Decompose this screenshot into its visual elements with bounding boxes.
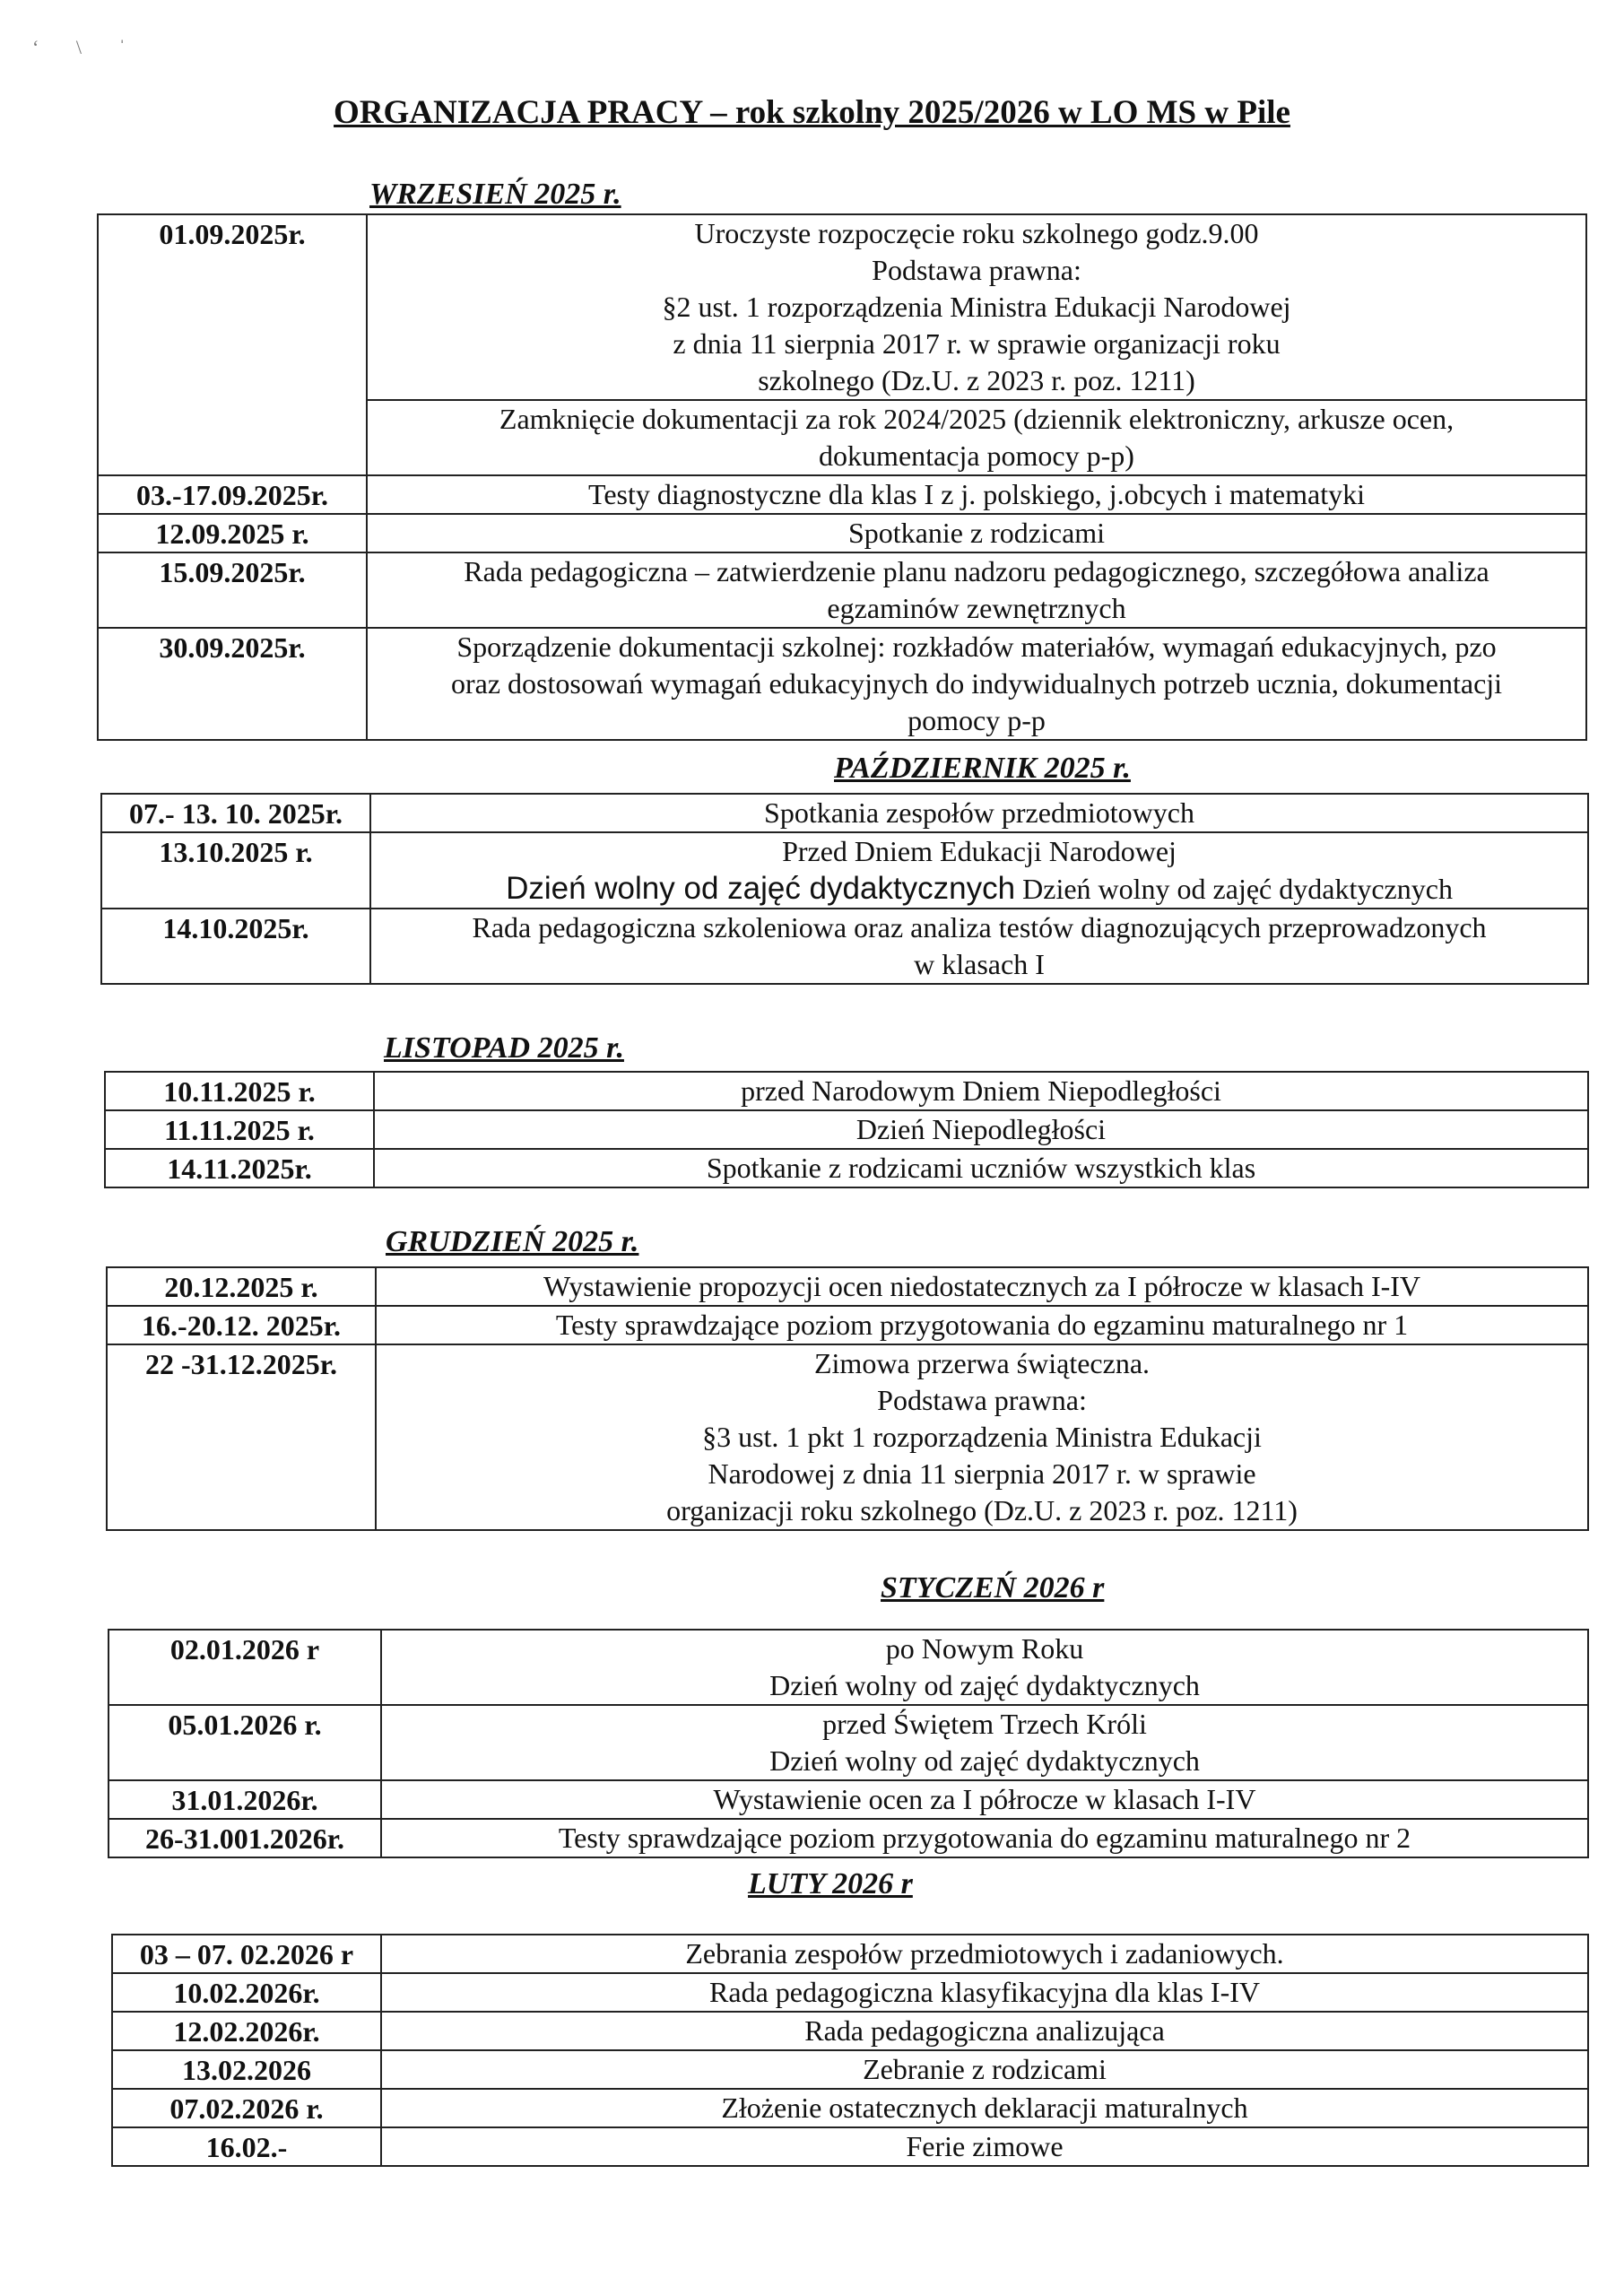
table-row bbox=[105, 1072, 1588, 1110]
event-cell: po Nowym Roku Dzień wolny od zajęć dydaktycznych bbox=[381, 1630, 1588, 1705]
date-cell: 12.02.2026r. bbox=[112, 2012, 381, 2050]
date-cell: 14.10.2025r. bbox=[101, 909, 370, 984]
month-heading-luty: LUTY 2026 r bbox=[748, 1867, 913, 1900]
event-cell: Zimowa przerwa świąteczna. Podstawa prawna: §3 ust. 1 pkt 1 rozporządzenia Ministra Edukacji Narodowej z dnia 11 sierpnia 2017 r. w sprawie organizacji roku szkolnego (Dz.U. z 2023 r. poz. 1211) bbox=[376, 1344, 1588, 1530]
date-cell: 14.11.2025r. bbox=[105, 1149, 374, 1187]
event-cell: Spotkanie z rodzicami uczniów wszystkich klas bbox=[374, 1149, 1588, 1187]
event-cell: Testy diagnostyczne dla klas I z j. polskiego, j.obcych i matematyki bbox=[367, 475, 1586, 514]
date-cell: 07.02.2026 r. bbox=[112, 2089, 381, 2127]
date-cell: 01.09.2025r. bbox=[98, 214, 367, 475]
schedule-table-grudzien bbox=[106, 1266, 1589, 1531]
date-cell: 03.-17.09.2025r. bbox=[98, 475, 367, 514]
date-cell: 16.02.- bbox=[112, 2127, 381, 2166]
event-cell: Przed Dniem Edukacji Narodowej Dzień wolny od zajęć dydaktycznych Dzień wolny od zajęć dydaktycznych bbox=[370, 832, 1588, 909]
date-cell: 10.11.2025 r. bbox=[105, 1072, 374, 1110]
table-row bbox=[107, 1306, 1588, 1344]
event-cell: Dzień Niepodległości bbox=[374, 1110, 1588, 1149]
date-cell: 22 -31.12.2025r. bbox=[107, 1344, 376, 1530]
schedule-table-styczen bbox=[108, 1629, 1589, 1858]
month-heading-wrzesien: WRZESIEŃ 2025 r. bbox=[369, 178, 621, 211]
event-cell: Testy sprawdzające poziom przygotowania do egzaminu maturalnego nr 1 bbox=[376, 1306, 1588, 1344]
table-row bbox=[105, 1110, 1588, 1149]
event-cell: Złożenie ostatecznych deklaracji maturalnych bbox=[381, 2089, 1588, 2127]
table-row bbox=[109, 1705, 1588, 1780]
table-row bbox=[98, 475, 1586, 514]
event-cell: Testy sprawdzające poziom przygotowania do egzaminu maturalnego nr 2 bbox=[381, 1819, 1588, 1857]
table-row bbox=[112, 2050, 1588, 2089]
page-title: ORGANIZACJA PRACY – rok szkolny 2025/2026 w LO MS w Pile bbox=[334, 94, 1290, 131]
table-row bbox=[112, 2089, 1588, 2127]
date-cell: 12.09.2025 r. bbox=[98, 514, 367, 552]
table-row bbox=[107, 1344, 1588, 1530]
table-row bbox=[107, 1267, 1588, 1306]
table-row bbox=[98, 214, 1586, 475]
event-cell: Zebranie z rodzicami bbox=[381, 2050, 1588, 2089]
table-row bbox=[109, 1780, 1588, 1819]
date-cell: 03 – 07. 02.2026 r bbox=[112, 1935, 381, 1973]
event-cell: przed Świętem Trzech Króli Dzień wolny od zajęć dydaktycznych bbox=[381, 1705, 1588, 1780]
event-cell: Wystawienie propozycji ocen niedostatecznych za I półrocze w klasach I-IV bbox=[376, 1267, 1588, 1306]
date-cell: 11.11.2025 r. bbox=[105, 1110, 374, 1149]
date-cell: 26-31.001.2026r. bbox=[109, 1819, 381, 1857]
month-heading-grudzien: GRUDZIEŃ 2025 r. bbox=[386, 1225, 639, 1258]
schedule-table-luty bbox=[111, 1934, 1589, 2167]
table-row bbox=[98, 552, 1586, 628]
date-cell: 13.10.2025 r. bbox=[101, 832, 370, 909]
date-cell: 15.09.2025r. bbox=[98, 552, 367, 628]
table-row bbox=[101, 794, 1588, 832]
event-cell: Rada pedagogiczna klasyfikacyjna dla klas I-IV bbox=[381, 1973, 1588, 2012]
table-row bbox=[112, 2012, 1588, 2050]
event-cell: Rada pedagogiczna szkoleniowa oraz analiza testów diagnozujących przeprowadzonych w klasach I bbox=[370, 909, 1588, 984]
event-cell: Spotkanie z rodzicami bbox=[367, 514, 1586, 552]
event-cell: przed Narodowym Dniem Niepodległości bbox=[374, 1072, 1588, 1110]
event-cell: Spotkania zespołów przedmiotowych bbox=[370, 794, 1588, 832]
date-cell: 30.09.2025r. bbox=[98, 628, 367, 740]
date-cell: 16.-20.12. 2025r. bbox=[107, 1306, 376, 1344]
table-row bbox=[105, 1149, 1588, 1187]
date-cell: 07.- 13. 10. 2025r. bbox=[101, 794, 370, 832]
schedule-table-wrzesien bbox=[97, 213, 1587, 741]
table-row bbox=[112, 2127, 1588, 2166]
table-row bbox=[112, 1935, 1588, 1973]
table-row bbox=[101, 832, 1588, 909]
event-cell: Rada pedagogiczna – zatwierdzenie planu nadzoru pedagogicznego, szczegółowa analiza egzaminów zewnętrznych bbox=[367, 552, 1586, 628]
table-row bbox=[109, 1819, 1588, 1857]
table-row bbox=[98, 628, 1586, 740]
event-cell: Ferie zimowe bbox=[381, 2127, 1588, 2166]
event-cell: Rada pedagogiczna analizująca bbox=[381, 2012, 1588, 2050]
date-cell: 31.01.2026r. bbox=[109, 1780, 381, 1819]
table-row bbox=[109, 1630, 1588, 1705]
table-row bbox=[101, 909, 1588, 984]
event-cell: Sporządzenie dokumentacji szkolnej: rozkładów materiałów, wymagań edukacyjnych, pzo oraz dostosowań wymagań edukacyjnych do indywidualnych potrzeb ucznia, dokumentacji pomocy p-p bbox=[367, 628, 1586, 740]
table-row bbox=[98, 514, 1586, 552]
table-row bbox=[112, 1973, 1588, 2012]
event-cell: Wystawienie ocen za I półrocze w klasach I-IV bbox=[381, 1780, 1588, 1819]
date-cell: 20.12.2025 r. bbox=[107, 1267, 376, 1306]
date-cell: 02.01.2026 r bbox=[109, 1630, 381, 1705]
date-cell: 10.02.2026r. bbox=[112, 1973, 381, 2012]
month-heading-styczen: STYCZEŃ 2026 r bbox=[881, 1571, 1105, 1605]
month-heading-listopad: LISTOPAD 2025 r. bbox=[384, 1031, 624, 1065]
scan-marks: ‘ \ ˈ bbox=[32, 36, 142, 58]
event-cell: Zebrania zespołów przedmiotowych i zadaniowych. bbox=[381, 1935, 1588, 1973]
event-cell: Uroczyste rozpoczęcie roku szkolnego godz.9.00 Podstawa prawna: §2 ust. 1 rozporządzenia Ministra Edukacji Narodowej z dnia 11 sierpnia 2017 r. w sprawie organizacji roku szkolnego (Dz.U. z 2023 r. poz. 1211) Zamknięcie dokumentacji za rok 2024/2025 (dziennik elektroniczny, arkusze ocen, dokumentacja pomocy p-p) bbox=[367, 214, 1586, 475]
date-cell: 05.01.2026 r. bbox=[109, 1705, 381, 1780]
month-heading-pazdziernik: PAŹDZIERNIK 2025 r. bbox=[834, 752, 1131, 785]
date-cell: 13.02.2026 bbox=[112, 2050, 381, 2089]
schedule-table-listopad bbox=[104, 1071, 1589, 1188]
schedule-table-pazdziernik bbox=[100, 793, 1589, 985]
